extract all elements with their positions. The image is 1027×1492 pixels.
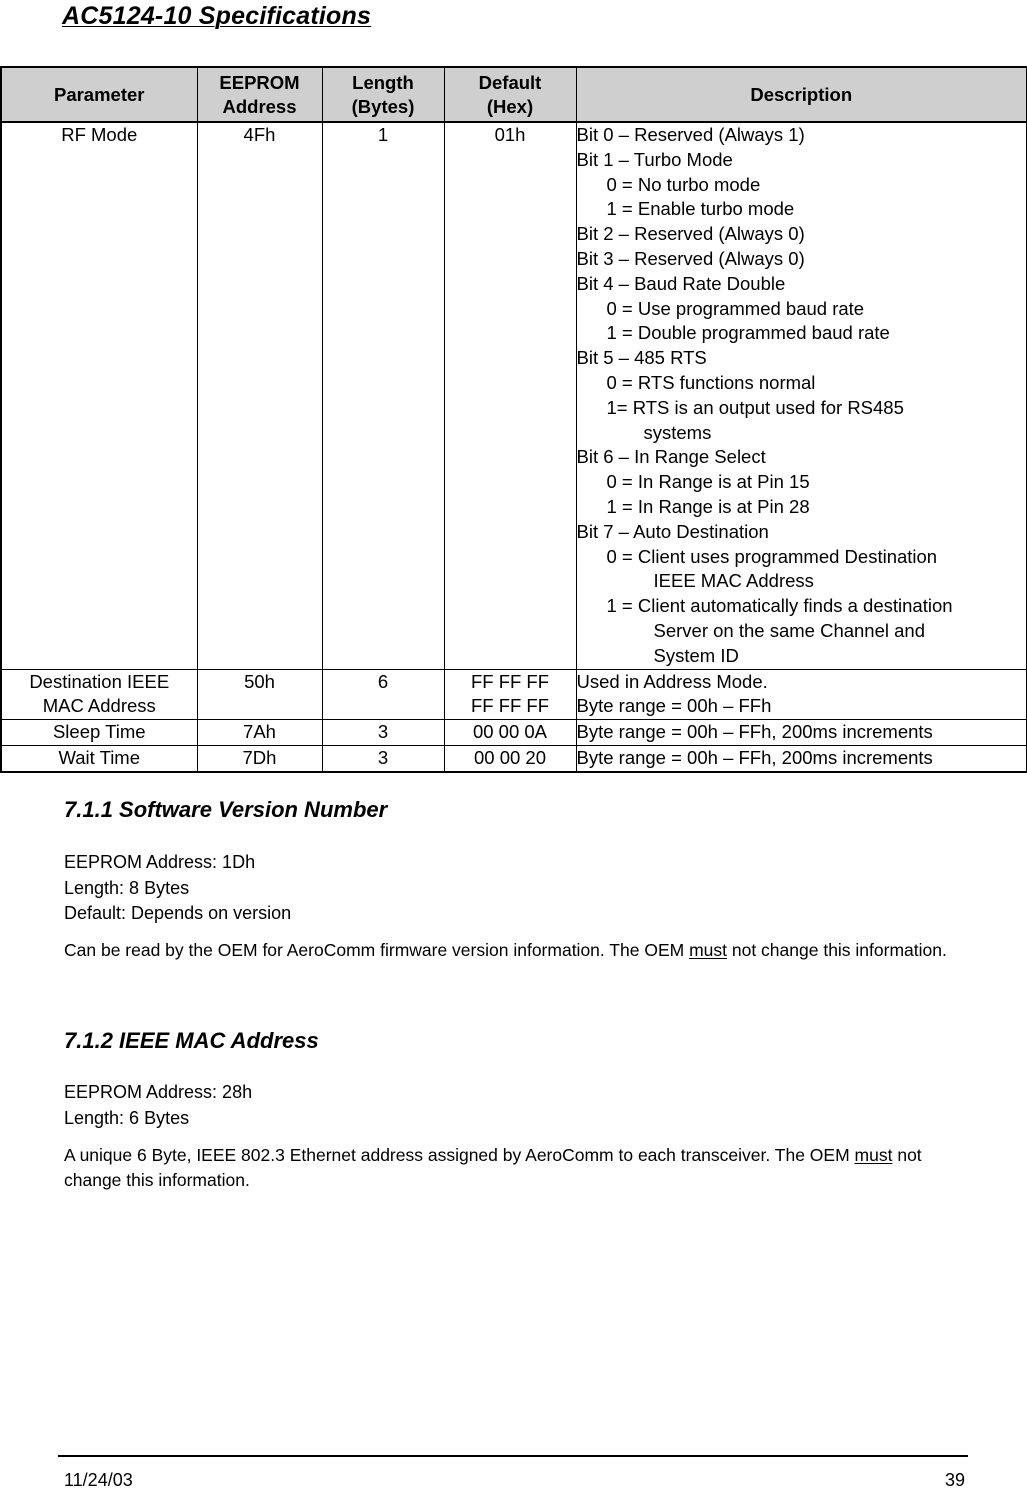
table-header-row: [1, 67, 1027, 122]
description-line: Bit 6 – In Range Select: [576, 446, 766, 468]
description-line: Bit 5 – 485 RTS: [576, 347, 707, 369]
sw-default: Default: Depends on version: [64, 903, 292, 923]
cell-length: 6: [322, 669, 444, 720]
header-default: Default (Hex): [444, 67, 576, 122]
description-line: System ID: [653, 644, 739, 666]
description-line: Byte range = 00h – FFh, 200ms increments: [576, 721, 933, 743]
page-title: AC5124-10 Specifications: [62, 2, 372, 30]
description-line: Bit 7 – Auto Destination: [576, 520, 769, 542]
cell-description: [576, 745, 1027, 771]
sw-length: Length: 8 Bytes: [64, 877, 190, 898]
sw-eeprom-address: EEPROM Address: 1Dh: [64, 852, 256, 872]
page-number: 39: [944, 1470, 965, 1490]
cell-parameter: Sleep Time: [1, 720, 197, 746]
description-line: Byte range = 00h – FFh: [576, 695, 772, 717]
description-line: Bit 0 – Reserved (Always 1): [576, 124, 805, 145]
description-line: Bit 3 – Reserved (Always 0): [576, 247, 805, 269]
section-heading-software-version: 7.1.1 Software Version Number: [64, 797, 388, 822]
header-length: Length (Bytes): [322, 67, 444, 122]
ieee-mac-body: A unique 6 Byte, IEEE 802.3 Ethernet address assigned by AeroComm to each transceiver. The OEM must not change this information.: [64, 1145, 922, 1190]
table-row: [1, 745, 1027, 771]
software-version-fields: [64, 850, 964, 927]
description-line: 1 = Double programmed baud rate: [606, 322, 890, 344]
header-eeprom-address: EEPROM Address: [197, 67, 322, 122]
cell-description: [576, 669, 1027, 720]
cell-default: FF FF FF FF FF FF: [444, 669, 576, 720]
footer-rule: [58, 1455, 968, 1457]
description-line: 0 = Use programmed baud rate: [606, 297, 865, 319]
description-line: 0 = In Range is at Pin 15: [606, 471, 810, 493]
must-emphasis: must: [854, 1145, 893, 1165]
description-line: Server on the same Channel and: [653, 619, 926, 641]
description-line: 1 = In Range is at Pin 28: [606, 495, 810, 517]
cell-default: 00 00 20: [444, 745, 576, 771]
description-line: Byte range = 00h – FFh, 200ms increments: [576, 746, 933, 768]
cell-length: 1: [322, 122, 444, 669]
cell-parameter: Destination IEEE MAC Address: [1, 669, 197, 720]
cell-default: 01h: [444, 122, 576, 669]
cell-length: 3: [322, 720, 444, 746]
cell-eeprom-address: 4Fh: [197, 122, 322, 669]
description-line: 0 = No turbo mode: [606, 173, 761, 195]
table-row: [1, 669, 1027, 720]
eeprom-spec-table: [0, 66, 1027, 773]
description-line: IEEE MAC Address: [653, 570, 814, 592]
description-line: 0 = Client uses programmed Destination: [606, 545, 938, 567]
header-parameter: Parameter: [1, 67, 197, 122]
footer-date: 11/24/03: [64, 1470, 133, 1490]
cell-default: 00 00 0A: [444, 720, 576, 746]
cell-eeprom-address: 7Dh: [197, 745, 322, 771]
cell-description: [576, 122, 1027, 669]
cell-eeprom-address: 50h: [197, 669, 322, 720]
mac-length: Length: 6 Bytes: [64, 1107, 190, 1128]
description-line: 1= RTS is an output used for RS485: [606, 396, 904, 418]
cell-parameter: Wait Time: [1, 745, 197, 771]
cell-parameter: RF Mode: [1, 122, 197, 669]
cell-length: 3: [322, 745, 444, 771]
cell-description: [576, 720, 1027, 746]
description-line: Bit 4 – Baud Rate Double: [576, 272, 786, 294]
description-line: 0 = RTS functions normal: [606, 371, 816, 393]
description-line: Bit 1 – Turbo Mode: [576, 148, 733, 170]
description-line: systems: [643, 421, 712, 443]
table-row: [1, 122, 1027, 669]
software-version-body: Can be read by the OEM for AeroComm firmware version information. The OEM must not change this information.: [64, 940, 947, 960]
mac-eeprom-address: EEPROM Address: 28h: [64, 1082, 253, 1102]
cell-eeprom-address: 7Ah: [197, 720, 322, 746]
table-row: [1, 720, 1027, 746]
must-emphasis: must: [689, 940, 727, 960]
section-heading-ieee-mac: 7.1.2 IEEE MAC Address: [64, 1028, 319, 1053]
description-line: 1 = Client automatically finds a destination: [606, 595, 953, 617]
ieee-mac-fields: [64, 1080, 964, 1131]
header-description: Description: [576, 67, 1027, 122]
description-line: Bit 2 – Reserved (Always 0): [576, 223, 805, 245]
description-line: 1 = Enable turbo mode: [606, 198, 795, 220]
description-line: Used in Address Mode.: [576, 670, 768, 692]
